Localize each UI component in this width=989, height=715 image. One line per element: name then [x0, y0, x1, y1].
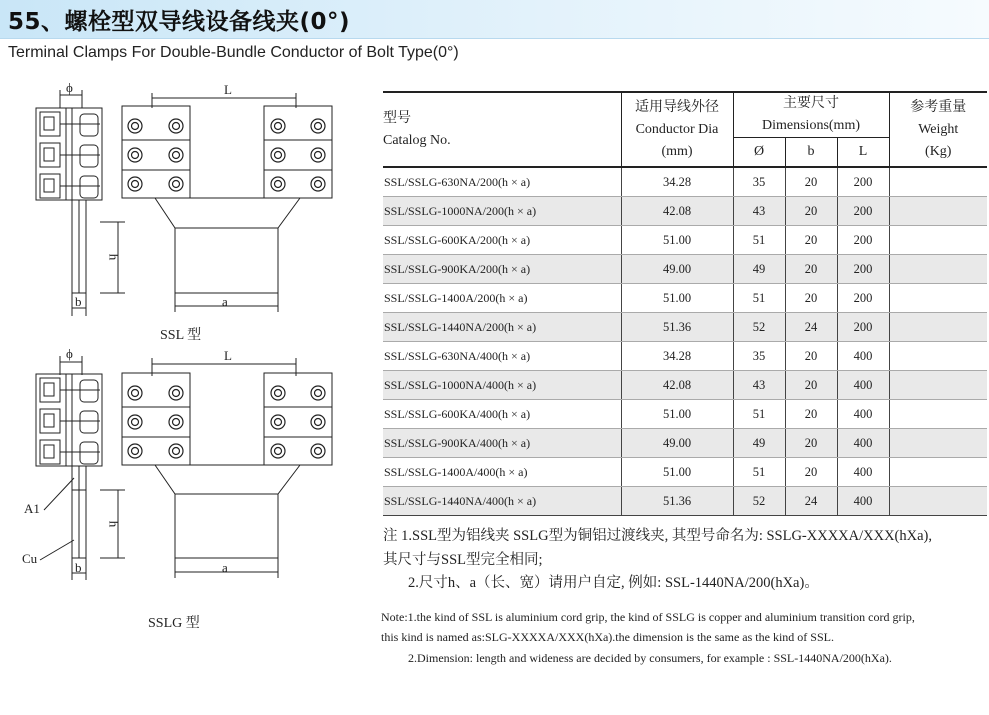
cell-weight [889, 429, 987, 458]
note-cn-line1: 注 1.SSL型为铝线夹 SSLG型为铜铝过渡线夹, 其型号命名为: SSLG-XXXXA/XXX(hXa), [383, 528, 932, 544]
sslg-al-label: A1 [24, 501, 40, 516]
spec-table-header [383, 92, 987, 167]
cell-dia: 49.00 [621, 429, 733, 458]
note-en-line2: this kind is named as:SLG-XXXXA/XXX(hXa).the dimension is the same as the kind of SSL. [381, 630, 834, 644]
cell-weight [889, 197, 987, 226]
table-row [383, 487, 987, 516]
cell-catalog: SSL/SSLG-630NA/200(h × a) [383, 167, 621, 197]
ssl-phi-label: ϕ [66, 80, 73, 95]
page-title: 55、螺栓型双导线设备线夹(0°) [8, 9, 351, 35]
cell-L: 400 [837, 487, 889, 516]
note-en-line1: Note:1.the kind of SSL is aluminium cord grip, the kind of SSLG is copper and aluminium transition cord grip, [381, 610, 915, 624]
cell-L: 400 [837, 400, 889, 429]
cell-phi: 51 [733, 284, 785, 313]
cell-b: 20 [785, 255, 837, 284]
cell-dia: 51.00 [621, 226, 733, 255]
sslg-h-label: h [106, 520, 122, 528]
sslg-phi-label: ϕ [66, 346, 73, 361]
sslg-b-label: b [75, 560, 82, 575]
cell-phi: 49 [733, 429, 785, 458]
cell-L: 200 [837, 313, 889, 342]
sslg-front-view [122, 358, 332, 578]
header-catalog [383, 92, 621, 167]
table-row [383, 197, 987, 226]
cell-L: 200 [837, 284, 889, 313]
cell-catalog: SSL/SSLG-600KA/400(h × a) [383, 400, 621, 429]
cell-b: 24 [785, 487, 837, 516]
header-L: L [837, 138, 889, 168]
table-row [383, 226, 987, 255]
cell-catalog: SSL/SSLG-1000NA/400(h × a) [383, 371, 621, 400]
cell-b: 20 [785, 284, 837, 313]
table-row [383, 400, 987, 429]
ssl-L-label: L [224, 82, 232, 97]
cell-b: 20 [785, 458, 837, 487]
cell-catalog: SSL/SSLG-1440NA/400(h × a) [383, 487, 621, 516]
header-dia-cn: 适用导线外径 [635, 99, 719, 115]
header-weight-cn: 参考重量 [910, 99, 967, 115]
cell-L: 200 [837, 255, 889, 284]
table-row [383, 342, 987, 371]
cell-phi: 35 [733, 167, 785, 197]
cell-weight [889, 284, 987, 313]
cell-phi: 43 [733, 371, 785, 400]
cell-L: 200 [837, 197, 889, 226]
cell-catalog: SSL/SSLG-900KA/200(h × a) [383, 255, 621, 284]
ssl-a-label: a [222, 294, 228, 309]
cell-b: 20 [785, 371, 837, 400]
cell-catalog: SSL/SSLG-1400A/400(h × a) [383, 458, 621, 487]
table-row [383, 284, 987, 313]
header-dimensions [733, 92, 889, 138]
note-en-line3: 2.Dimension: length and wideness are decided by consumers, for example : SSL-1440NA/200(hXa). [408, 651, 892, 665]
cell-dia: 51.00 [621, 284, 733, 313]
cell-b: 20 [785, 167, 837, 197]
cell-L: 400 [837, 342, 889, 371]
sslg-caption: SSLG 型 [148, 616, 200, 631]
sslg-a-label: a [222, 560, 228, 575]
cell-L: 200 [837, 167, 889, 197]
cell-phi: 49 [733, 255, 785, 284]
ssl-b-label: b [75, 294, 82, 309]
cell-catalog: SSL/SSLG-900KA/400(h × a) [383, 429, 621, 458]
cell-dia: 51.36 [621, 487, 733, 516]
cell-weight [889, 313, 987, 342]
header-dia-unit: (mm) [661, 143, 693, 159]
cell-catalog: SSL/SSLG-1440NA/200(h × a) [383, 313, 621, 342]
cell-dia: 51.36 [621, 313, 733, 342]
sslg-L-label: L [224, 348, 232, 363]
header-b: b [785, 138, 837, 168]
cell-dia: 49.00 [621, 255, 733, 284]
cell-weight [889, 400, 987, 429]
cell-dia: 42.08 [621, 197, 733, 226]
table-row [383, 429, 987, 458]
sslg-side-view [36, 356, 125, 580]
ssl-h-label: h [106, 253, 122, 261]
page-subtitle: Terminal Clamps For Double-Bundle Conductor of Bolt Type(0°) [8, 44, 459, 61]
cell-dia: 34.28 [621, 167, 733, 197]
cell-b: 24 [785, 313, 837, 342]
cell-phi: 51 [733, 458, 785, 487]
cell-phi: 51 [733, 226, 785, 255]
sslg-cu-label: Cu [22, 551, 38, 566]
cell-phi: 43 [733, 197, 785, 226]
ssl-side-view [36, 90, 125, 316]
cell-weight [889, 167, 987, 197]
cell-b: 20 [785, 429, 837, 458]
cell-dia: 51.00 [621, 458, 733, 487]
cell-phi: 35 [733, 342, 785, 371]
cell-weight [889, 255, 987, 284]
cell-L: 400 [837, 429, 889, 458]
table-row [383, 458, 987, 487]
cell-catalog: SSL/SSLG-1000NA/200(h × a) [383, 197, 621, 226]
cell-L: 200 [837, 226, 889, 255]
cell-phi: 52 [733, 487, 785, 516]
table-row [383, 371, 987, 400]
cell-catalog: SSL/SSLG-1400A/200(h × a) [383, 284, 621, 313]
header-phi: Ø [733, 138, 785, 168]
note-cn-line3: 2.尺寸h、a（长、宽）请用户自定, 例如: SSL-1440NA/200(hXa)。 [408, 575, 819, 591]
cell-weight [889, 342, 987, 371]
table-row [383, 255, 987, 284]
ssl-front-view [122, 93, 332, 312]
cell-phi: 51 [733, 400, 785, 429]
spec-table [383, 91, 987, 516]
cell-weight [889, 226, 987, 255]
cell-phi: 52 [733, 313, 785, 342]
cell-b: 20 [785, 226, 837, 255]
cell-catalog: SSL/SSLG-630NA/400(h × a) [383, 342, 621, 371]
technical-drawings [0, 0, 380, 715]
cell-weight [889, 487, 987, 516]
header-dim-cn: 主要尺寸 [783, 96, 839, 111]
cell-L: 400 [837, 371, 889, 400]
header-weight-unit: (Kg) [925, 143, 952, 159]
ssl-caption: SSL 型 [160, 328, 202, 343]
header-dim-en: Dimensions(mm) [762, 118, 860, 133]
spec-table-body [383, 167, 987, 516]
header-catalog-cn: 型号 [383, 110, 411, 126]
cell-L: 400 [837, 458, 889, 487]
header-weight-en: Weight [918, 121, 959, 137]
cell-b: 20 [785, 400, 837, 429]
note-cn-line2: 其尺寸与SSL型完全相同; [383, 552, 543, 568]
table-row [383, 167, 987, 197]
cell-weight [889, 458, 987, 487]
cell-b: 20 [785, 197, 837, 226]
cell-weight [889, 371, 987, 400]
header-dia-en: Conductor Dia [635, 121, 719, 137]
cell-dia: 34.28 [621, 342, 733, 371]
cell-catalog: SSL/SSLG-600KA/200(h × a) [383, 226, 621, 255]
header-catalog-en: Catalog No. [383, 132, 451, 148]
table-row [383, 313, 987, 342]
cell-dia: 51.00 [621, 400, 733, 429]
header-dia [621, 92, 733, 167]
cell-b: 20 [785, 342, 837, 371]
cell-dia: 42.08 [621, 371, 733, 400]
header-weight [889, 92, 987, 167]
